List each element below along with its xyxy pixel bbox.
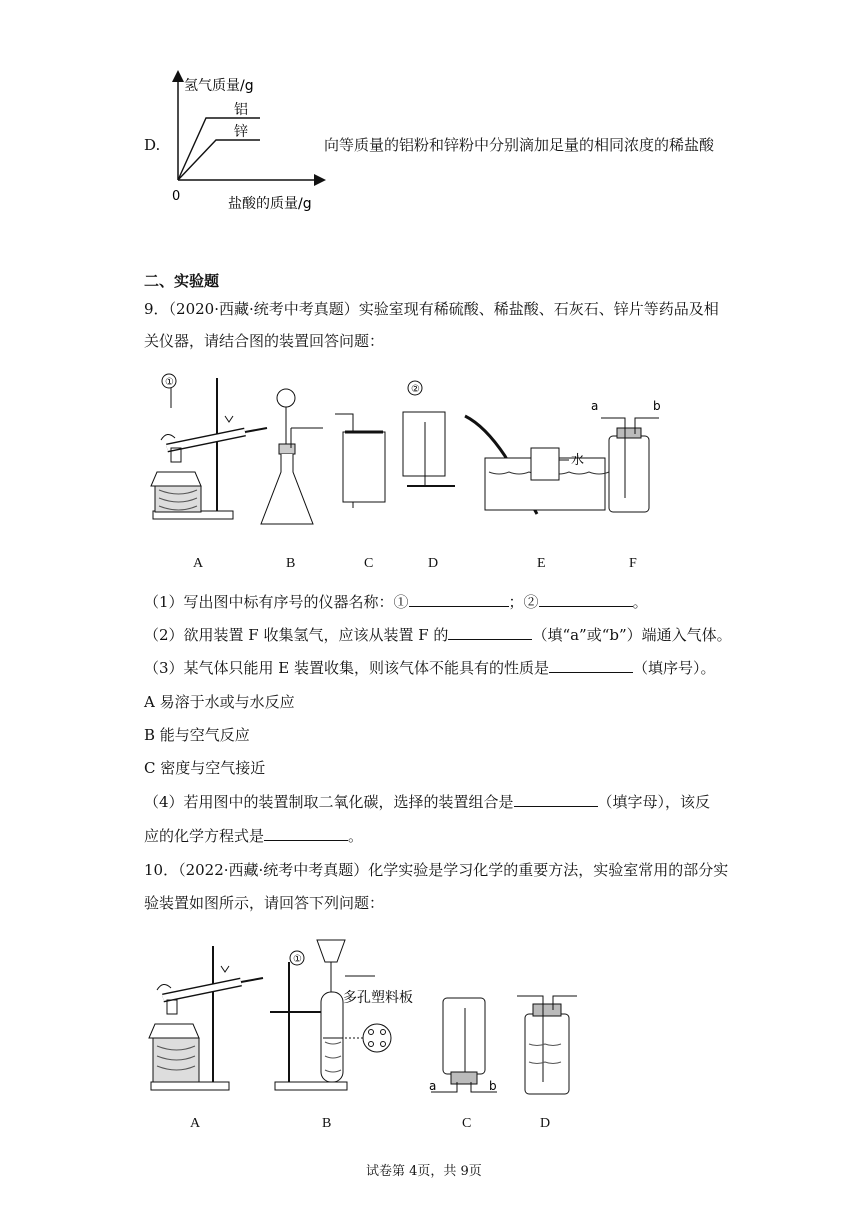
x-axis-title: 盐酸的质量/g	[228, 196, 312, 212]
q10-apparatus-a	[149, 946, 263, 1090]
blank-3[interactable]	[448, 625, 532, 640]
apparatus-d	[403, 381, 455, 486]
q9-label-f: F	[629, 556, 637, 571]
water-label: 水	[571, 453, 585, 468]
page-footer: 试卷第 4页，共 9页	[366, 1164, 482, 1179]
f-label-b: b	[653, 399, 661, 413]
y-axis-title: 氢气质量/g	[184, 78, 254, 94]
apparatus-e	[465, 416, 609, 514]
q9-label-a: A	[193, 556, 204, 571]
q9-label-c: C	[364, 556, 374, 571]
q9-label-b: B	[286, 556, 296, 571]
q10-stem-line1: 10．（2022·西藏·统考中考真题）化学实验是学习化学的重要方法，实验室常用的部分实	[144, 861, 729, 879]
q9-sub4-line2: 应的化学方程式是 。	[144, 827, 364, 845]
q10-label-d: D	[540, 1116, 551, 1131]
series-label-al: 铝	[234, 102, 248, 118]
q10-label-c: C	[462, 1116, 472, 1131]
zinc-line	[178, 140, 260, 180]
marker-2: ②	[411, 384, 420, 395]
series-label-zn: 锌	[234, 124, 248, 140]
blank-1[interactable]	[409, 592, 509, 607]
option-letter: D.	[144, 136, 161, 154]
q10-marker-1: ①	[293, 954, 302, 965]
q9-option-a: A 易溶于水或与水反应	[144, 693, 295, 711]
q10-label-a: A	[190, 1116, 201, 1131]
q10-label-b: B	[322, 1116, 332, 1131]
apparatus-a	[151, 374, 267, 519]
blank-5[interactable]	[514, 792, 598, 807]
f-label-a: a	[591, 399, 599, 413]
c-label-a: a	[429, 1079, 437, 1093]
q9-option-b: B 能与空气反应	[144, 726, 250, 744]
section-title: 二、实验题	[144, 272, 220, 290]
q9-sub1: （1）写出图中标有序号的仪器名称：① ；② 。	[144, 593, 648, 611]
apparatus-b	[261, 389, 323, 524]
q10-apparatus-c	[429, 998, 497, 1093]
q9-apparatus-figure	[145, 368, 665, 528]
origin-label: 0	[172, 189, 181, 204]
q9-sub2: （2）欲用装置 F 收集氢气，应该从装置 F 的 （填“a”或“b”）端通入气体。	[144, 626, 732, 644]
blank-2[interactable]	[539, 592, 633, 607]
q10-apparatus-b	[270, 940, 413, 1090]
blank-4[interactable]	[549, 658, 633, 673]
q9-stem-line2: 关仪器，请结合图的装置回答问题：	[144, 332, 385, 350]
q9-stem-line1: 9．（2020·西藏·统考中考真题）实验室现有稀硫酸、稀盐酸、石灰石、锌片等药品及相	[144, 300, 719, 318]
q9-label-d: D	[428, 556, 439, 571]
q9-sub3: （3）某气体只能用 E 装置收集，则该气体不能具有的性质是 （填序号）。	[144, 659, 716, 677]
q9-option-c: C 密度与空气接近	[144, 759, 266, 777]
q9-label-e: E	[537, 556, 546, 571]
q9-sub4: （4）若用图中的装置制取二氧化碳，选择的装置组合是 （填字母），该反	[144, 793, 711, 811]
hydrogen-mass-chart	[160, 68, 330, 218]
q10-stem-line2: 验装置如图所示，请回答下列问题：	[144, 894, 385, 912]
q10-apparatus-figure	[145, 932, 585, 1112]
c-label-b: b	[489, 1079, 497, 1093]
q10-apparatus-d	[517, 996, 577, 1094]
marker-1: ①	[165, 377, 174, 388]
option-description: 向等质量的铝粉和锌粉中分别滴加足量的相同浓度的稀盐酸	[324, 136, 715, 154]
blank-6[interactable]	[264, 826, 348, 841]
apparatus-c	[335, 414, 385, 508]
plate-label: 多孔塑料板	[343, 990, 413, 1006]
